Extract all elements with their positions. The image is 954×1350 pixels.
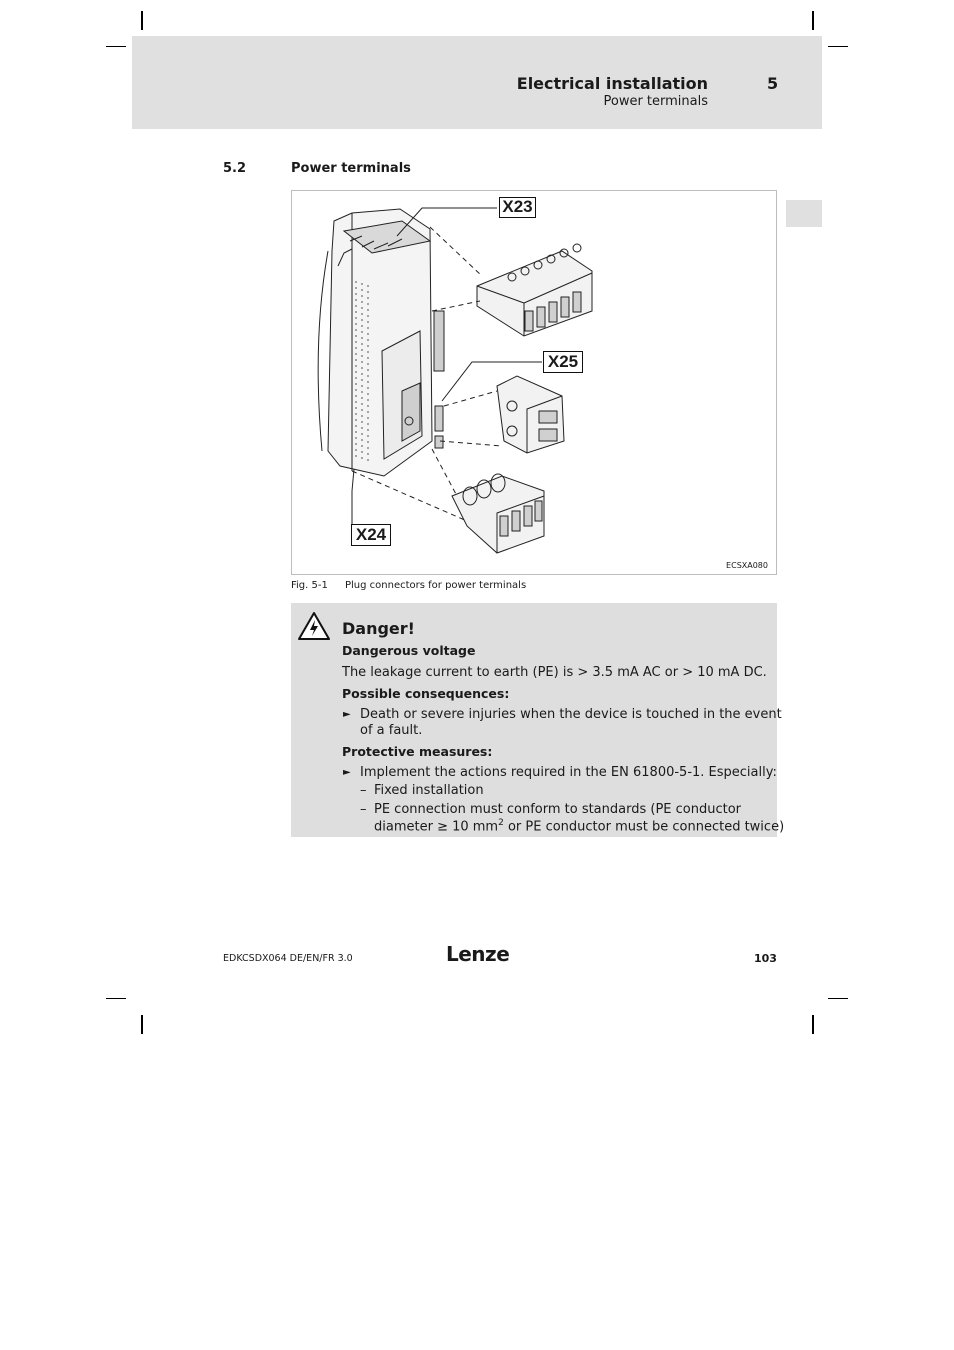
chapter-subtitle: Power terminals [603,94,708,109]
dash-marker: – [360,802,367,817]
section-number: 5.2 [223,161,247,176]
page-number: 103 [754,952,777,965]
figure-code: ECSXA080 [726,561,768,570]
measure-sub-1: Fixed installation [374,783,484,798]
figure-caption-text: Plug connectors for power terminals [345,580,527,591]
crop-mark [828,46,848,47]
lenze-logo: Lenze [446,942,510,966]
crop-mark [812,11,814,30]
figure-caption-number: Fig. 5-1 [291,580,328,591]
measure-main: Implement the actions required in the EN 61800-5-1. Especially: [360,765,777,780]
danger-heading: Dangerous voltage [342,643,476,658]
dash-marker: – [360,783,367,798]
label-x24: X24 [351,524,391,546]
measure-sub-2-line-2 [374,818,784,834]
chapter-title: Electrical installation [516,74,708,93]
consequence-line-2: of a fault. [360,723,423,738]
bullet-icon: ► [343,767,351,778]
crop-mark [106,46,126,47]
bullet-icon: ► [343,709,351,720]
chapter-side-tab [786,200,822,227]
danger-text: The leakage current to earth (PE) is > 3.5 mA AC or > 10 mA DC. [342,665,767,680]
high-voltage-warning-icon [297,611,331,641]
figure-plug-connectors [291,190,777,575]
measure-sub-2-part-b: or PE conductor must be connected twice) [503,819,785,835]
crop-mark [812,1015,814,1034]
measure-sub-2-part-a: diameter ≥ 10 mm [374,819,499,835]
superscript: 2 [498,818,504,828]
crop-mark [141,11,143,30]
measures-heading: Protective measures: [342,744,493,759]
danger-box [291,603,785,837]
crop-mark [828,998,848,999]
device-illustration [292,191,778,576]
header-band [132,36,822,129]
chapter-number: 5 [767,74,779,93]
crop-mark [106,998,126,999]
measure-sub-2-line-1: PE connection must conform to standards (PE conductor [374,802,742,817]
label-x23: X23 [499,197,536,218]
consequence-line-1: Death or severe injuries when the device is touched in the event [360,707,782,722]
section-title: Power terminals [291,161,411,176]
crop-mark [141,1015,143,1034]
footer-doc-id: EDKCSDX064 DE/EN/FR 3.0 [223,953,353,964]
consequences-heading: Possible consequences: [342,686,510,701]
label-x25: X25 [543,351,583,373]
danger-title: Danger! [342,619,415,638]
